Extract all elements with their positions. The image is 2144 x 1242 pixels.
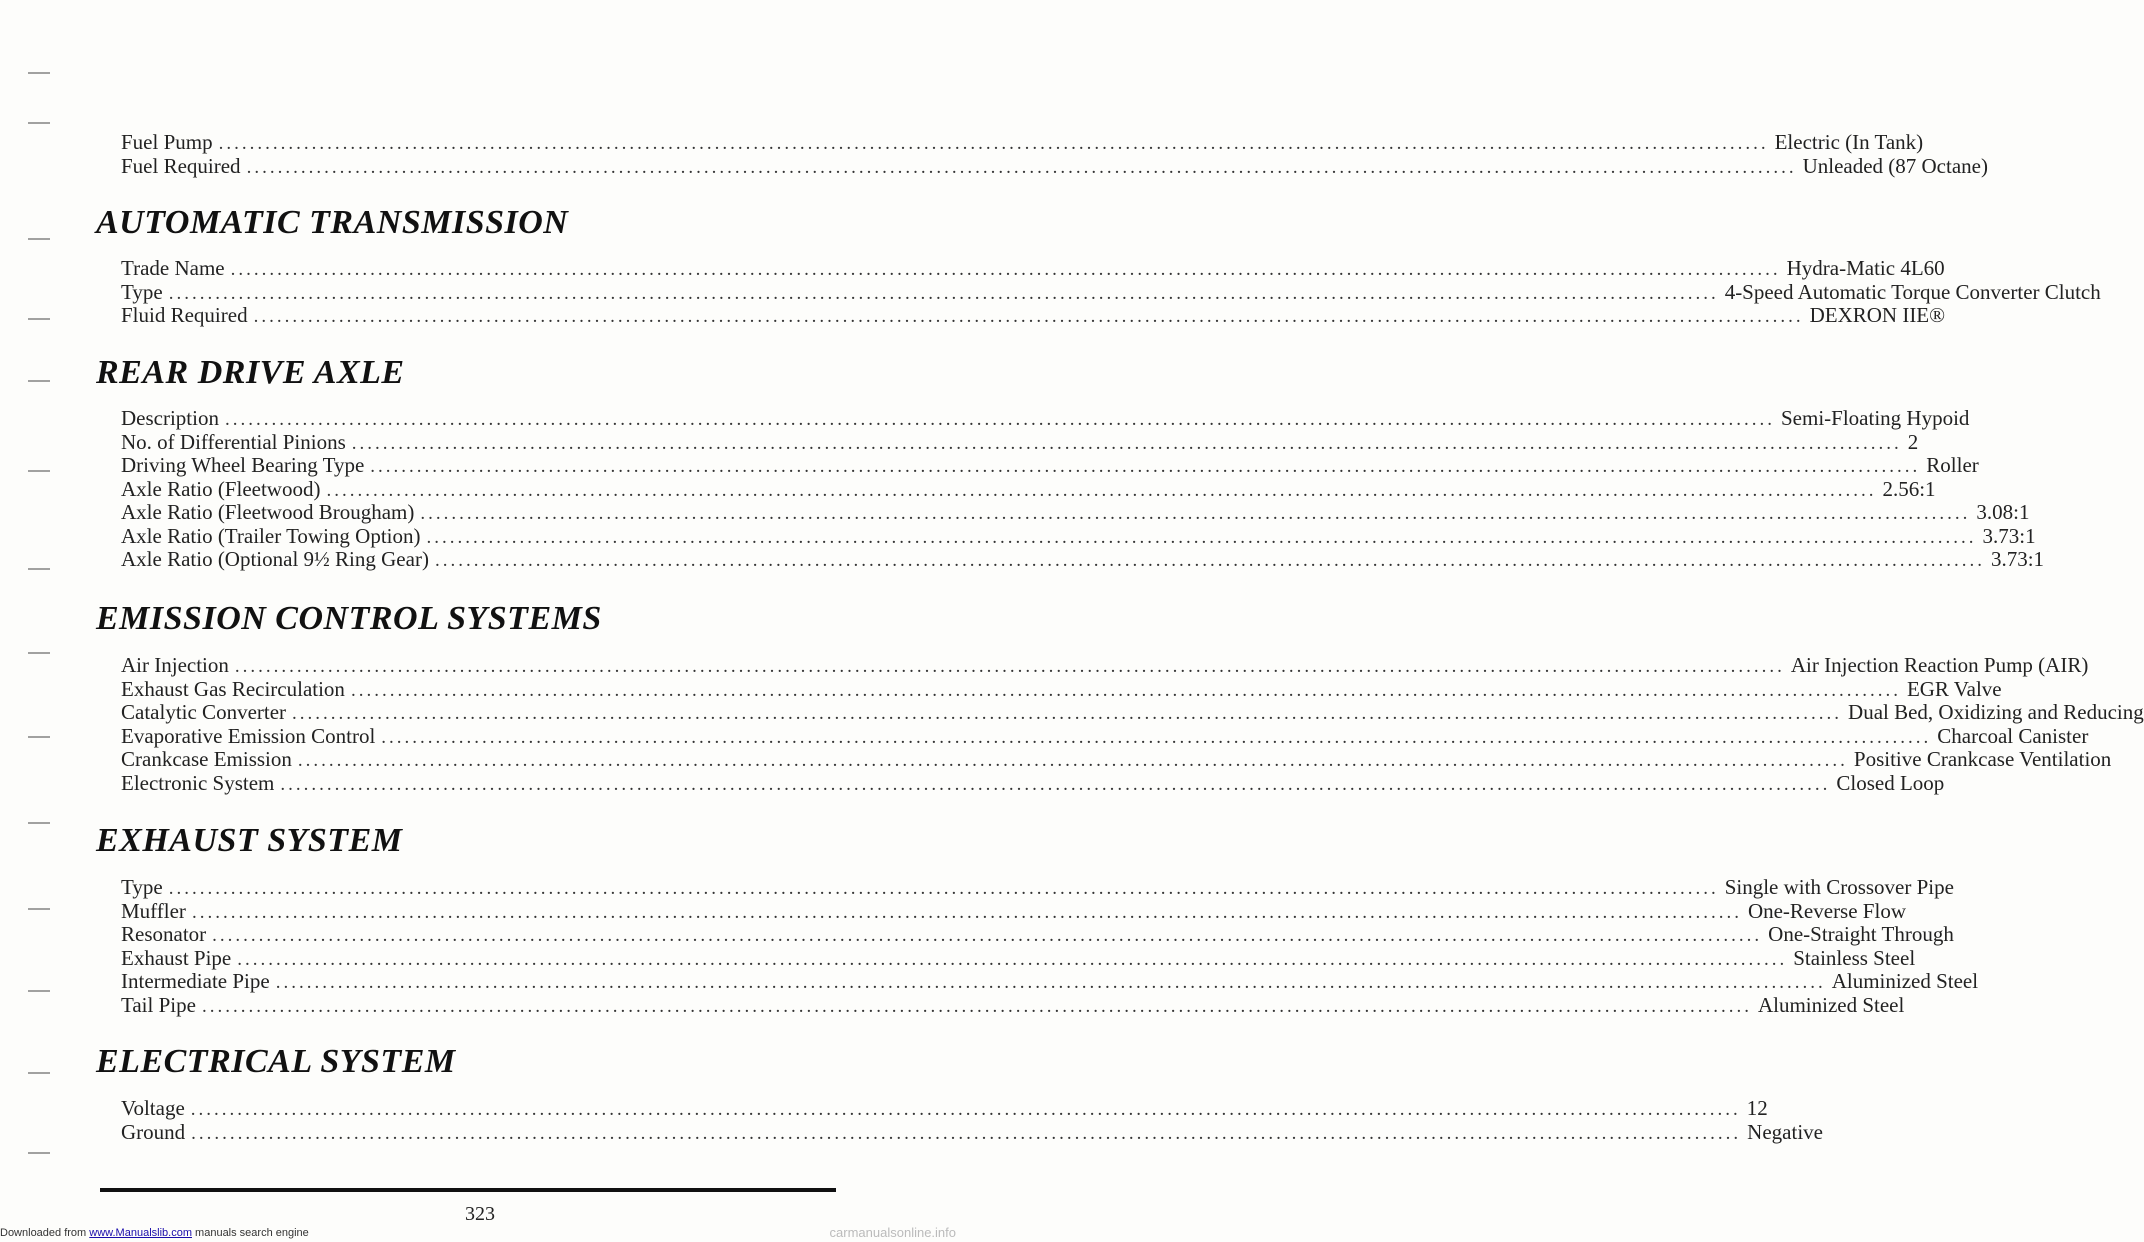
dot-leader: ........................................................................................................................................................................................................ <box>168 878 1719 899</box>
dot-leader: ........................................................................................................................................................................................................ <box>246 156 1797 178</box>
spec-row <box>121 700 2144 725</box>
spec-label: Axle Ratio (Fleetwood Brougham) <box>121 500 415 524</box>
spec-row <box>121 723 2089 749</box>
section-title-electrical-system: ELECTRICAL SYSTEM <box>96 1043 456 1080</box>
dot-leader: ........................................................................................................................................................................................................ <box>381 726 1932 748</box>
spec-label: Description <box>121 406 219 430</box>
spec-label: Crankcase Emission <box>121 747 292 771</box>
footer-rule <box>100 1188 836 1192</box>
spec-value: One-Straight Through <box>1768 922 1954 946</box>
spec-label: Catalytic Converter <box>121 700 287 724</box>
spec-row <box>121 898 1906 924</box>
spec-label: Fluid Required <box>121 303 248 327</box>
download-banner <box>0 1224 960 1242</box>
spec-row <box>121 406 1970 431</box>
spec-value: Semi-Floating Hypoid <box>1780 406 1970 430</box>
emission-control-spec-list <box>121 653 2144 795</box>
dot-leader: ........................................................................................................................................................................................................ <box>224 409 1775 430</box>
spec-row <box>121 747 2112 772</box>
spec-label: Tail Pipe <box>121 992 196 1017</box>
spec-label: Exhaust Gas Recirculation <box>121 676 345 701</box>
dot-leader: ........................................................................................................................................................................................................ <box>253 306 1804 327</box>
dot-leader: ........................................................................................................................................................................................................ <box>212 925 1763 946</box>
dot-leader: ........................................................................................................................................................................................................ <box>280 773 1831 795</box>
spec-label: No. of Differential Pinions <box>121 429 346 454</box>
electrical-system-spec-list <box>121 1096 1823 1144</box>
dot-leader: ........................................................................................................................................................................................................ <box>350 679 1901 701</box>
spec-label: Trade Name <box>121 256 225 280</box>
dot-leader: ........................................................................................................................................................................................................ <box>370 456 1921 477</box>
dot-leader: ........................................................................................................................................................................................................ <box>191 901 1742 923</box>
spec-value: 2.56:1 <box>1882 476 1936 501</box>
spec-row <box>121 130 1924 155</box>
exhaust-system-spec-list <box>121 875 1979 1017</box>
dot-leader: ........................................................................................................................................................................................................ <box>191 1122 1742 1144</box>
spec-row <box>121 653 2089 678</box>
spec-row <box>121 429 1919 455</box>
spec-value: Positive Crankcase Ventilation <box>1853 747 2112 771</box>
dot-leader: ........................................................................................................................................................................................................ <box>292 703 1843 724</box>
dot-leader: ........................................................................................................................................................................................................ <box>234 656 1785 677</box>
dot-leader: ........................................................................................................................................................................................................ <box>420 503 1971 524</box>
spec-row <box>121 476 1936 502</box>
spec-label: Exhaust Pipe <box>121 945 232 970</box>
dot-leader: ........................................................................................................................................................................................................ <box>237 948 1788 970</box>
spec-row <box>121 523 2036 549</box>
automatic-transmission-spec-list <box>121 256 2101 328</box>
spec-value: Aluminized Steel <box>1757 992 1905 1017</box>
spec-label: Electronic System <box>121 770 275 795</box>
dot-leader: ........................................................................................................................................................................................................ <box>218 133 1769 154</box>
spec-value: Hydra-Matic 4L60 <box>1786 256 1945 280</box>
page-number: 323 <box>465 1203 495 1225</box>
spec-label: Fuel Required <box>121 153 241 178</box>
dot-leader: ........................................................................................................................................................................................................ <box>190 1099 1741 1120</box>
spec-label: Intermediate Pipe <box>121 969 270 993</box>
spec-row <box>121 547 2045 572</box>
spec-value: 12 <box>1746 1096 1768 1120</box>
spec-value: Roller <box>1926 453 1979 477</box>
section-title-emission-control-systems: EMISSION CONTROL SYSTEMS <box>96 600 602 637</box>
spec-label: Axle Ratio (Optional 9½ Ring Gear) <box>121 547 429 571</box>
spec-row <box>121 153 1988 179</box>
spec-value: Negative <box>1747 1119 1823 1144</box>
watermark: carmanualsonline.info <box>829 1225 956 1240</box>
spec-label: Evaporative Emission Control <box>121 723 376 748</box>
banner-suffix: manuals search engine <box>195 1227 309 1239</box>
spec-label: Muffler <box>121 898 186 923</box>
spec-row <box>121 676 2002 702</box>
dot-leader: ........................................................................................................................................................................................................ <box>326 479 1877 501</box>
spec-row <box>121 279 2101 305</box>
spec-row <box>121 770 1945 796</box>
dot-leader: ........................................................................................................................................................................................................ <box>297 750 1848 771</box>
spec-value: Electric (In Tank) <box>1774 130 1924 154</box>
spec-value: 2 <box>1907 429 1919 454</box>
spec-row <box>121 1096 1768 1121</box>
spec-value: Closed Loop <box>1836 770 1945 795</box>
spec-row <box>121 969 1979 994</box>
dot-leader: ........................................................................................................................................................................................................ <box>351 432 1902 454</box>
spec-label: Type <box>121 279 163 304</box>
section-title-rear-drive-axle: REAR DRIVE AXLE <box>96 354 405 391</box>
spec-row <box>121 945 1916 971</box>
dot-leader: ........................................................................................................................................................................................................ <box>275 972 1826 993</box>
spec-value: Air Injection Reaction Pump (AIR) <box>1790 653 2089 677</box>
spec-label: Ground <box>121 1119 186 1144</box>
spec-value: DEXRON IIE® <box>1809 303 1946 327</box>
spec-value: EGR Valve <box>1906 676 2002 701</box>
spec-label: Air Injection <box>121 653 229 677</box>
spec-row <box>121 922 1954 947</box>
spec-label: Axle Ratio (Fleetwood) <box>121 476 321 501</box>
spec-label: Type <box>121 875 163 899</box>
manualslib-link[interactable]: www.Manualslib.com <box>89 1227 192 1239</box>
spec-value: 3.73:1 <box>1990 547 2045 571</box>
banner-prefix: Downloaded from <box>0 1227 87 1239</box>
dot-leader: ........................................................................................................................................................................................................ <box>201 995 1752 1017</box>
scan-margin-marks <box>0 0 70 1242</box>
section-title-exhaust-system: EXHAUST SYSTEM <box>96 822 403 859</box>
rear-drive-axle-spec-list <box>121 406 2045 572</box>
spec-row <box>121 256 1945 281</box>
dot-leader: ........................................................................................................................................................................................................ <box>434 550 1985 571</box>
fuel-spec-list <box>121 130 1988 178</box>
spec-label: Resonator <box>121 922 207 946</box>
spec-label: Voltage <box>121 1096 185 1120</box>
dot-leader: ........................................................................................................................................................................................................ <box>426 526 1977 548</box>
section-title-automatic-transmission: AUTOMATIC TRANSMISSION <box>96 204 569 241</box>
spec-row <box>121 875 1954 900</box>
spec-label: Driving Wheel Bearing Type <box>121 453 365 477</box>
spec-row <box>121 453 1979 478</box>
spec-row <box>121 1119 1823 1145</box>
spec-row <box>121 992 1905 1018</box>
spec-value: One-Reverse Flow <box>1747 898 1906 923</box>
spec-value: Dual Bed, Oxidizing and Reducing <box>1848 700 2144 724</box>
spec-value: Unleaded (87 Octane) <box>1802 153 1988 178</box>
spec-value: Aluminized Steel <box>1831 969 1979 993</box>
spec-label: Fuel Pump <box>121 130 213 154</box>
spec-value: Charcoal Canister <box>1937 723 2089 748</box>
dot-leader: ........................................................................................................................................................................................................ <box>168 282 1719 304</box>
spec-value: Single with Crossover Pipe <box>1724 875 1954 899</box>
dot-leader: ........................................................................................................................................................................................................ <box>230 259 1781 280</box>
spec-row <box>121 303 1946 328</box>
spec-value: 3.73:1 <box>1982 523 2036 548</box>
spec-label: Axle Ratio (Trailer Towing Option) <box>121 523 421 548</box>
spec-row <box>121 500 2030 525</box>
spec-value: Stainless Steel <box>1793 945 1916 970</box>
spec-value: 3.08:1 <box>1976 500 2030 524</box>
spec-value: 4-Speed Automatic Torque Converter Clutch <box>1724 279 2101 304</box>
